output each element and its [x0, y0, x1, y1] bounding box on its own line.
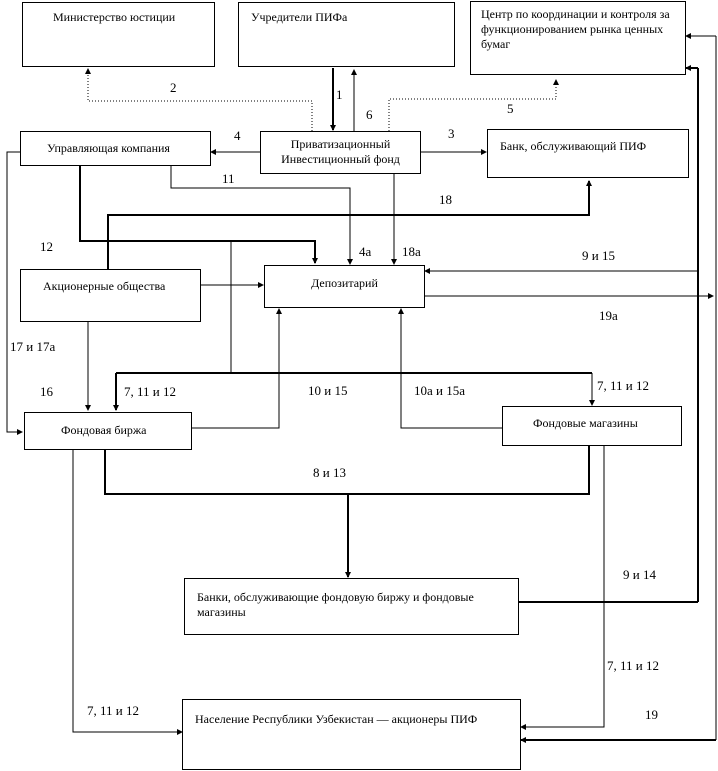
connector-stores-depository	[401, 309, 502, 428]
flow-label-17-17a: 17 и 17а	[10, 339, 56, 354]
connector-fund-ministry	[88, 69, 312, 131]
joint-stock-label: Акционерные общества	[43, 279, 166, 293]
flow-label-4: 4	[234, 128, 241, 143]
flow-label-8-13: 8 и 13	[313, 465, 346, 480]
ministry-box	[22, 2, 215, 67]
management-company-label: Управляющая компания	[47, 141, 170, 155]
flow-label-3: 3	[448, 126, 455, 141]
flow-label-18: 18	[439, 192, 452, 207]
connector-jointstock-bank	[108, 181, 589, 270]
flow-label-10-15: 10 и 15	[308, 383, 348, 398]
flow-label-7-11-12-left: 7, 11 и 12	[124, 384, 176, 399]
flow-label-18a: 18а	[402, 244, 421, 259]
flow-label-9-15: 9 и 15	[582, 248, 615, 263]
bank-fund-box	[487, 129, 689, 178]
population-box	[182, 699, 521, 770]
fund-box	[260, 131, 421, 174]
flow-label-2: 2	[170, 80, 177, 95]
flow-label-7-11-12-bottom: 7, 11 и 12	[87, 703, 139, 718]
center-label: Центр по координации и контроля за функционированием рынка ценных бумаг	[481, 7, 670, 51]
center-box	[470, 1, 686, 75]
flow-label-16: 16	[40, 384, 53, 399]
joint-stock-box	[20, 269, 201, 322]
exchange-box	[24, 412, 192, 450]
stores-box	[502, 406, 682, 446]
flow-label-19: 19	[645, 707, 658, 722]
fund-label: Приватизационный Инвестиционный фонд	[281, 137, 400, 166]
flow-label-4a: 4а	[359, 244, 372, 259]
depository-box	[264, 265, 425, 308]
ministry-label: Министерство юстиции	[53, 10, 176, 24]
connector-exchange-depository	[192, 309, 279, 428]
connector-stores-population	[521, 446, 604, 727]
flow-label-6: 6	[366, 107, 373, 122]
founders-label: Учредители ПИФа	[251, 10, 348, 24]
connector-exchange-stores-banks	[105, 446, 589, 577]
exchange-label: Фондовая биржа	[61, 423, 147, 437]
flow-label-5: 5	[507, 101, 514, 116]
banks-exchange-label: Банки, обслуживающие фондовую биржу и фондовые магазины	[197, 590, 474, 619]
population-label: Население Республики Узбекистан — акционеры ПИФ	[195, 712, 478, 726]
connector-exchange-population	[73, 450, 182, 732]
depository-label: Депозитарий	[311, 276, 378, 290]
flow-label-9-14: 9 и 14	[623, 567, 656, 582]
flow-label-7-11-12-right: 7, 11 и 12	[597, 378, 649, 393]
flow-label-7-11-12-stores: 7, 11 и 12	[607, 658, 659, 673]
banks-exchange-box	[184, 578, 519, 635]
flow-label-10a-15a: 10а и 15а	[414, 383, 465, 398]
connector-distribution-line	[116, 373, 592, 410]
flow-label-12: 12	[40, 239, 53, 254]
bank-fund-label: Банк, обслуживающий ПИФ	[500, 139, 647, 153]
flow-label-11: 11	[222, 171, 235, 186]
founders-box	[238, 2, 455, 67]
flow-label-19a: 19а	[599, 308, 618, 323]
stores-label: Фондовые магазины	[533, 416, 638, 430]
flow-label-1: 1	[336, 87, 343, 102]
management-company-box	[20, 131, 211, 166]
connector-fund-center	[389, 80, 556, 131]
